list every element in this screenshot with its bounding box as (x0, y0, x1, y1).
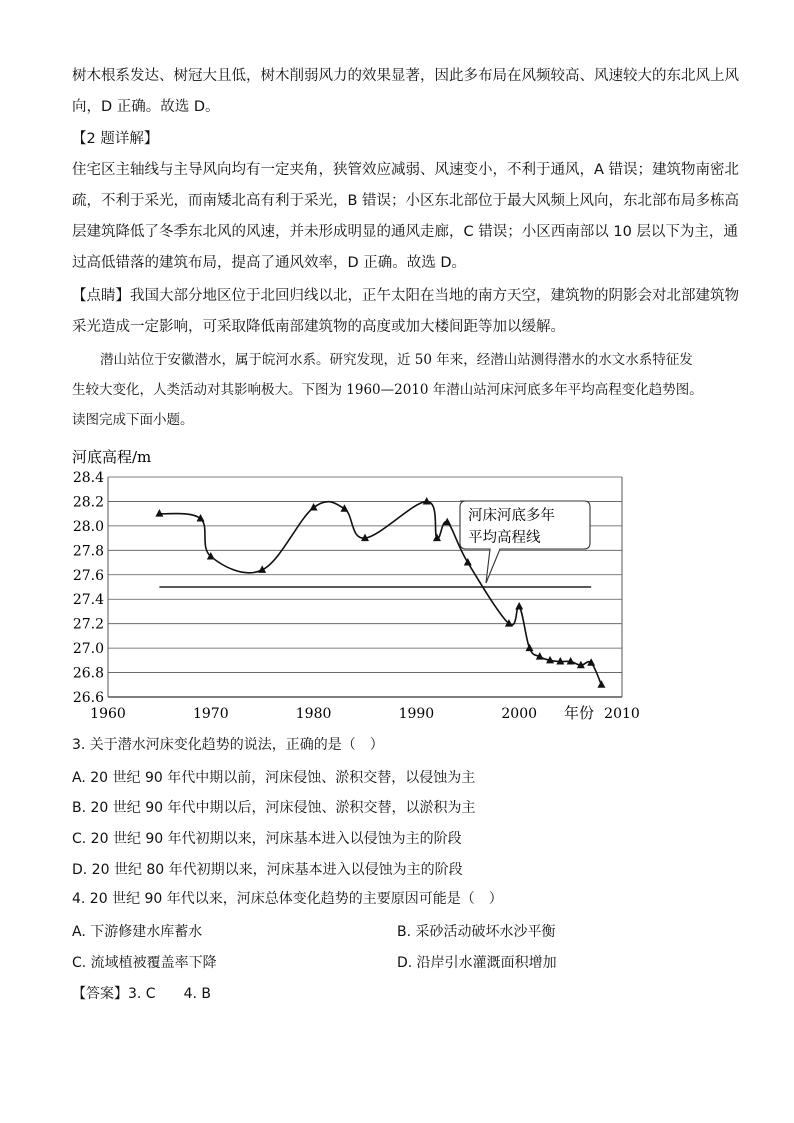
text-line: 过高低错落的建筑布局，提高了通风效率，D 正确。故选 D。 (72, 255, 467, 271)
q3-option-c[interactable]: C. 20 世纪 90 年代初期以来，河床基本进入以侵蚀为主的阶段 (72, 831, 462, 847)
q3-option-b[interactable]: B. 20 世纪 90 年代中期以后，河床侵蚀、淤积交替，以淤积为主 (72, 800, 476, 816)
q4-stem: 4. 20 世纪 90 年代以来，河床总体变化趋势的主要原因可能是（ ） (72, 891, 503, 907)
text-line: 读图完成下面小题。 (72, 412, 194, 428)
y-tick-label: 28.4 (72, 470, 104, 486)
y-axis-label: 河底高程/m (72, 448, 152, 466)
y-tick-label: 28.2 (72, 494, 104, 511)
q3-option-a[interactable]: A. 20 世纪 90 年代中期以前，河床侵蚀、淤积交替，以侵蚀为主 (72, 770, 476, 786)
data-point-marker (525, 644, 533, 652)
y-tick-label: 28.0 (72, 518, 104, 535)
y-tick-label: 27.6 (72, 567, 104, 584)
text-line: 潜山站位于安徽潜水，属于皖河水系。研究发现，近 50 年来，经潜山站测得潜水的水文水系特征发 (100, 352, 693, 368)
text-line: 采光造成一定影响，可采取降低南部建筑物的高度或加大楼间距等加以缓解。 (72, 319, 565, 335)
text-line: 层建筑降低了冬季东北风的风速，并未形成明显的通风走廊，C 错误；小区西南部以 10 层以下为主，通 (72, 224, 738, 240)
callout-line-2: 平均高程线 (468, 530, 541, 546)
text-line: 树木根系发达、树冠大且低，树木削弱风力的效果显著，因此多布局在风频较高、风速较大的东北风上风 (72, 68, 739, 84)
q4-option-c[interactable]: C. 流域植被覆盖率下降 (72, 955, 217, 971)
y-tick-label: 27.4 (72, 592, 104, 609)
x-tick-label: 1960 (90, 706, 126, 722)
q3-stem: 3. 关于潜水河床变化趋势的说法，正确的是（ ） (72, 737, 384, 753)
text-line: 向，D 正确。故选 D。 (72, 99, 220, 115)
q4-option-b[interactable]: B. 采砂活动破坏水沙平衡 (397, 924, 556, 940)
answer-line (72, 983, 211, 1003)
callout-line-1: 河床河底多年 (468, 508, 555, 524)
passage-intro (72, 345, 726, 435)
data-point-marker (197, 514, 205, 522)
y-tick-label: 26.8 (72, 665, 104, 682)
q3-option-d[interactable]: D. 20 世纪 80 年代初期以来，河床基本进入以侵蚀为主的阶段 (72, 862, 463, 878)
y-tick-labels (73, 470, 104, 706)
y-tick-label: 27.0 (72, 641, 104, 658)
y-tick-label: 27.2 (72, 616, 104, 633)
y-tick-label: 27.8 (72, 543, 104, 560)
tip-paragraph (72, 281, 739, 343)
riverbed-elevation-chart (62, 446, 642, 722)
x-tick-label: 2000 (501, 706, 538, 722)
x-axis-label: 年份 (564, 704, 595, 722)
data-point-marker (423, 497, 431, 505)
text-line: 住宅区主轴线与主导风向均有一定夹角，狭管效应减弱、风速变小，不利于通风，A 错误；建筑物南密北 (72, 162, 740, 178)
answer-label: 【答案】 (72, 986, 128, 1002)
data-point-marker (515, 602, 523, 610)
q2-heading: 【2 题详解】 (72, 131, 159, 147)
q4-option-a[interactable]: A. 下游修建水库蓄水 (72, 924, 203, 940)
q4-option-d[interactable]: D. 沿岸引水灌溉面积增加 (397, 955, 557, 971)
x-tick-labels (90, 706, 640, 722)
data-point-marker (340, 504, 348, 512)
text-line: 生较大变化，人类活动对其影响极大。下图为 1960—2010 年潜山站河床河底多年平均高程变化趋势图。 (72, 382, 703, 398)
x-tick-label: 2010 (604, 706, 640, 722)
paragraph-q2-explanation (72, 155, 740, 279)
data-point-marker (310, 503, 318, 511)
paragraph-q1-conclusion (72, 61, 739, 123)
text-line: 疏，不利于采光，而南矮北高有利于采光，B 错误；小区东北部位于最大风频上风向，东北部布局多栋高 (72, 193, 740, 209)
answer-text: 3. C 4. B (128, 986, 211, 1002)
x-tick-label: 1980 (295, 706, 332, 722)
y-tick-label: 26.6 (72, 690, 104, 706)
data-point-marker (155, 509, 163, 517)
x-tick-label: 1970 (192, 706, 229, 722)
data-point-marker (597, 680, 605, 688)
text-line: 【点睛】我国大部分地区位于北回归线以北，正午太阳在当地的南方天空，建筑物的阴影会对北部建筑物 (72, 288, 739, 304)
x-tick-label: 1990 (398, 706, 435, 722)
